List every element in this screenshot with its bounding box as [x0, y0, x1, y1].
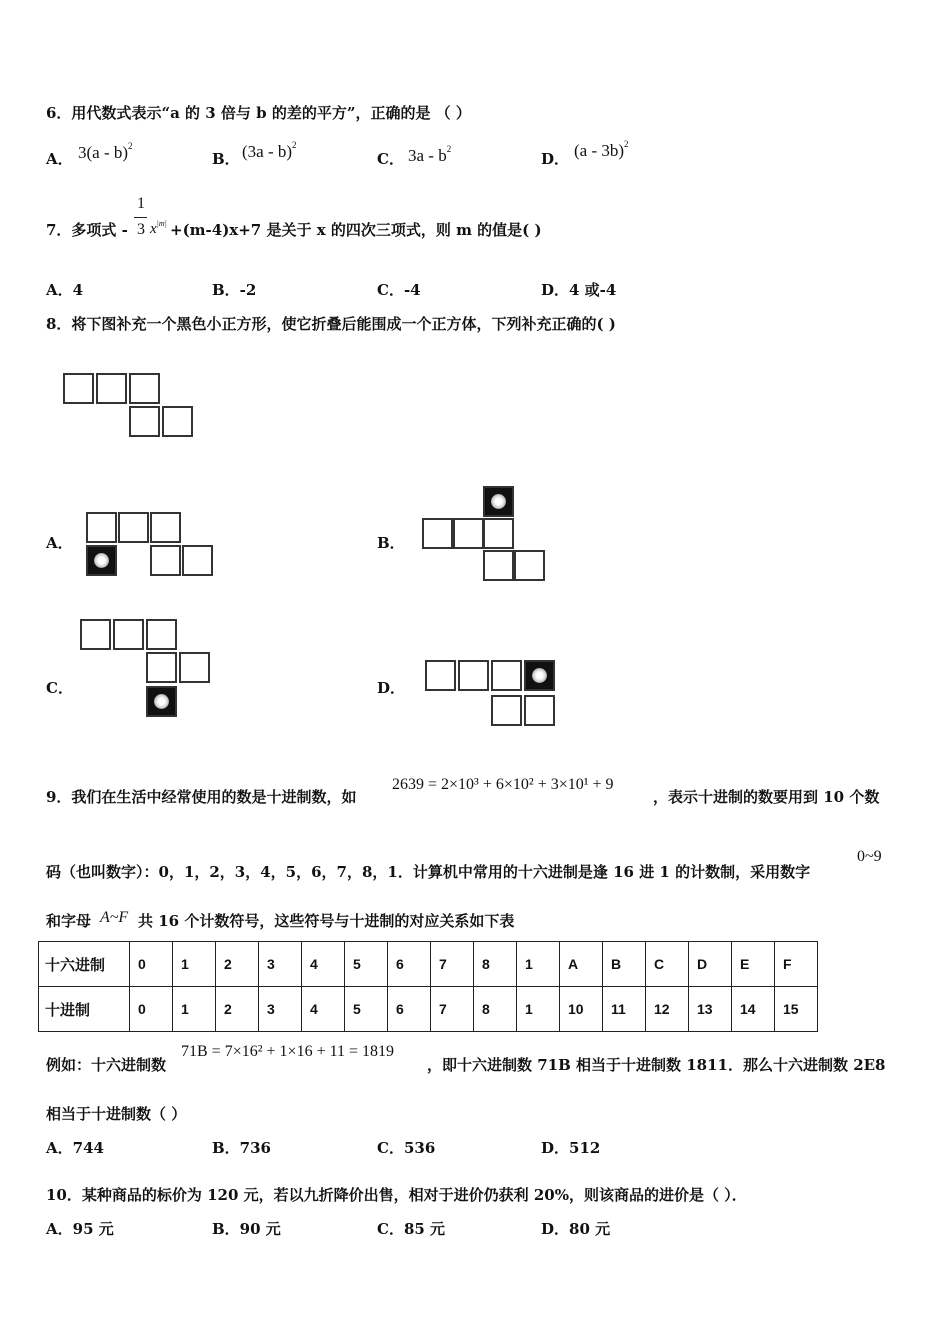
q9-line3-math: A~F — [100, 909, 129, 926]
table-cell-dec: 1 — [517, 987, 560, 1032]
q7-frac-num: 1 — [137, 195, 145, 212]
q7-middle: +(m-4)x+7 是关于 x 的四次三项式，则 m 的值是( ) — [170, 221, 542, 239]
q6-option-d-label[interactable]: D． — [541, 150, 570, 168]
q9-option-a[interactable]: A．744 — [46, 1139, 104, 1157]
table-cell-dec: 1 — [173, 987, 216, 1032]
table-cell-hex: 5 — [345, 942, 388, 987]
q10-option-a[interactable]: A．95 元 — [46, 1220, 114, 1238]
table-cell-dec: 2 — [216, 987, 259, 1032]
table-cell-hex: 8 — [474, 942, 517, 987]
black-square-icon — [483, 486, 514, 517]
table-head-dec: 十进制 — [39, 987, 130, 1032]
q7-option-a[interactable]: A．4 — [46, 281, 84, 299]
table-cell-hex: 7 — [431, 942, 474, 987]
q10-option-b[interactable]: B．90 元 — [212, 1220, 281, 1238]
q6-option-a-label[interactable]: A． — [46, 150, 73, 168]
table-cell-dec: 11 — [603, 987, 646, 1032]
hex-decimal-table — [38, 941, 818, 1032]
table-cell-dec: 7 — [431, 987, 474, 1032]
table-row-hex — [39, 942, 818, 987]
q6-option-b-label[interactable]: B． — [212, 150, 240, 168]
q6-option-c-expr: $3a - b^2$ — [408, 144, 452, 165]
q8-stem: 8．将下图补充一个黑色小正方形，使它折叠后能围成一个正方体，下列补充正确的( ) — [46, 315, 616, 333]
black-square-icon — [146, 686, 177, 717]
table-cell-hex: 6 — [388, 942, 431, 987]
black-square-icon — [86, 545, 117, 576]
q6-option-d-expr: (a - 3b)$^2$ — [574, 139, 629, 160]
q9-line1-tail: ，表示十进制的数要用到 10 个数 — [653, 788, 880, 806]
table-cell-hex: B — [603, 942, 646, 987]
table-cell-hex: F — [775, 942, 818, 987]
q9-example-tail: ，即十六进制数 71B 相当于十进制数 1811．那么十六进制数 2E8 — [427, 1056, 886, 1074]
q9-line3-pre: 和字母 — [46, 912, 92, 930]
q6-stem: 6．用代数式表示“a 的 3 倍与 b 的差的平方”，正确的是 （ ） — [46, 104, 471, 122]
q8-option-c-label[interactable]: C． — [46, 679, 73, 697]
q9-line2-math: 0~9 — [857, 848, 882, 865]
table-cell-hex: 1 — [517, 942, 560, 987]
q7-option-c[interactable]: C．-4 — [377, 281, 421, 299]
q9-option-b[interactable]: B．736 — [212, 1139, 271, 1157]
q9-line3-text: 共 16 个计数符号，这些符号与十进制的对应关系如下表 — [138, 912, 515, 930]
table-cell-hex: 1 — [173, 942, 216, 987]
q10-option-c[interactable]: C．85 元 — [377, 1220, 446, 1238]
q8-option-d-label[interactable]: D． — [377, 679, 406, 697]
q7-prefix: 7．多项式 - — [46, 221, 128, 239]
q9-line1-math: 2639 = 2×10³ + 6×10² + 3×10¹ + 9 — [392, 776, 614, 793]
table-cell-hex: 3 — [259, 942, 302, 987]
table-cell-dec: 6 — [388, 987, 431, 1032]
table-cell-dec: 12 — [646, 987, 689, 1032]
q8-option-b-label[interactable]: B． — [377, 534, 405, 552]
table-cell-hex: C — [646, 942, 689, 987]
q9-example-pre: 例如：十六进制数 — [46, 1056, 167, 1074]
table-cell-hex: 0 — [130, 942, 173, 987]
table-head-hex: 十六进制 — [39, 942, 130, 987]
table-cell-hex: E — [732, 942, 775, 987]
q9-option-d[interactable]: D．512 — [541, 1139, 601, 1157]
table-row-dec — [39, 987, 818, 1032]
q7-frac-den: 3 — [137, 221, 145, 238]
table-cell-dec: 15 — [775, 987, 818, 1032]
q6-option-a-expr: 3(a - b)$^2$ — [78, 141, 133, 162]
q9-line5: 相当于十进制数（ ） — [46, 1105, 187, 1123]
q10-option-d[interactable]: D．80 元 — [541, 1220, 611, 1238]
q8-option-a-label[interactable]: A． — [46, 534, 73, 552]
table-cell-dec: 5 — [345, 987, 388, 1032]
q7-frac-bar — [134, 217, 147, 218]
table-cell-hex: 4 — [302, 942, 345, 987]
q9-option-c[interactable]: C．536 — [377, 1139, 436, 1157]
table-cell-dec: 0 — [130, 987, 173, 1032]
q9-example-math: 71B = 7×16² + 1×16 + 11 = 1819 — [181, 1043, 395, 1060]
table-cell-dec: 10 — [560, 987, 603, 1032]
q9-line2-text: 码（也叫数字）：0，1，2，3，4，5，6，7，8，1．计算机中常用的十六进制是逢 16 进 1 的计数制，采用数字 — [46, 863, 811, 881]
q7-var: $x^{|m|}$ — [150, 219, 167, 237]
black-square-icon — [524, 660, 555, 691]
table-cell-hex: A — [560, 942, 603, 987]
table-cell-hex: 2 — [216, 942, 259, 987]
table-cell-dec: 13 — [689, 987, 732, 1032]
q7-option-b[interactable]: B．-2 — [212, 281, 257, 299]
q6-option-b-expr: (3a - b)$^2$ — [242, 140, 297, 161]
table-cell-dec: 4 — [302, 987, 345, 1032]
table-cell-dec: 3 — [259, 987, 302, 1032]
q6-option-c-label[interactable]: C． — [377, 150, 404, 168]
q10-stem: 10．某种商品的标价为 120 元，若以九折降价出售，相对于进价仍获利 20%，则该商品的进价是（ ）． — [46, 1186, 747, 1204]
table-cell-hex: D — [689, 942, 732, 987]
q9-line1-text: 9．我们在生活中经常使用的数是十进制数，如 — [46, 788, 357, 806]
q7-option-d[interactable]: D．4 或-4 — [541, 281, 617, 299]
table-cell-dec: 14 — [732, 987, 775, 1032]
table-cell-dec: 8 — [474, 987, 517, 1032]
